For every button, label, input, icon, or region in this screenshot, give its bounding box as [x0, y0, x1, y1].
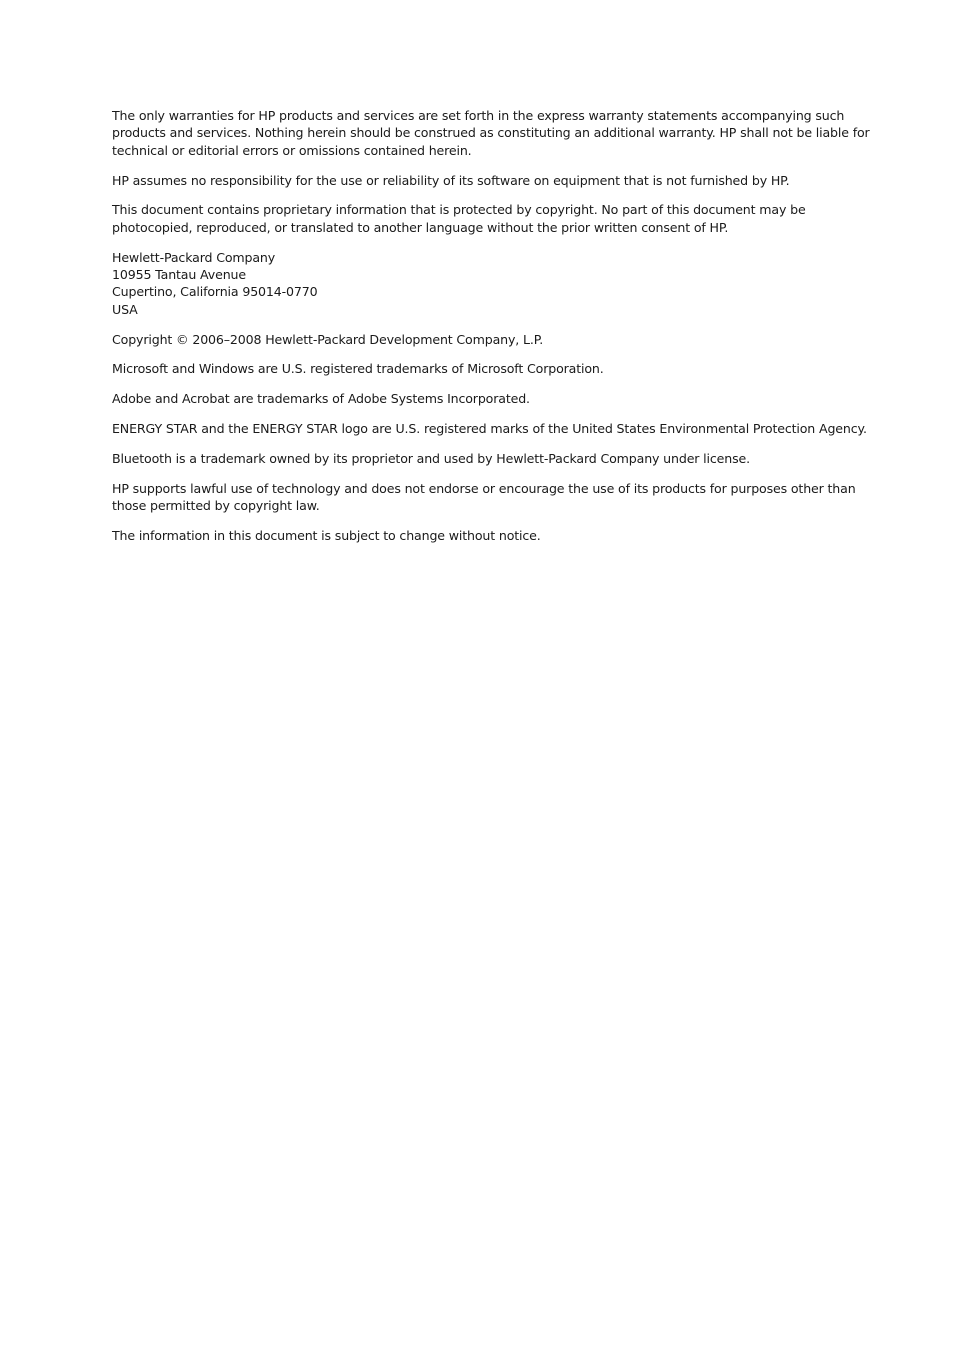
- microsoft-trademark-paragraph: Microsoft and Windows are U.S. registered trademarks of Microsoft Corporation.: [112, 361, 604, 377]
- address-city: Cupertino, California 95014-0770: [112, 284, 318, 300]
- warranty-paragraph: The only warranties for HP products and services are set forth in the express warranty statements accompanying such products and services. Nothing herein should be construed as constituting an additional warranty. HP shall not be liable for technical or editorial errors or omissions contained herein.: [112, 108, 870, 158]
- responsibility-paragraph: HP assumes no responsibility for the use or reliability of its software on equipment that is not furnished by HP.: [112, 172, 790, 188]
- bluetooth-trademark-paragraph: Bluetooth is a trademark owned by its proprietor and used by Hewlett-Packard Company under license.: [112, 450, 750, 466]
- change-notice-paragraph: The information in this document is subject to change without notice.: [112, 527, 541, 543]
- address-street: 10955 Tantau Avenue: [112, 267, 246, 283]
- proprietary-paragraph: This document contains proprietary information that is protected by copyright. No part of this document may be photocopied, reproduced, or translated to another language without the prior written consent of HP.: [112, 202, 806, 235]
- company-address: [112, 249, 872, 319]
- address-company: Hewlett-Packard Company: [112, 249, 276, 265]
- adobe-trademark-paragraph: Adobe and Acrobat are trademarks of Adobe Systems Incorporated.: [112, 391, 530, 407]
- lawful-use-paragraph: HP supports lawful use of technology and does not endorse or encourage the use of its products for purposes other than those permitted by copyright law.: [112, 480, 856, 514]
- legal-notice-page: [112, 107, 872, 557]
- copyright-paragraph: Copyright © 2006–2008 Hewlett-Packard Development Company, L.P.: [112, 331, 544, 347]
- energy-star-paragraph: ENERGY STAR and the ENERGY STAR logo are U.S. registered marks of the United States Environmental Protection Agency.: [112, 421, 867, 437]
- address-country: USA: [112, 301, 138, 317]
